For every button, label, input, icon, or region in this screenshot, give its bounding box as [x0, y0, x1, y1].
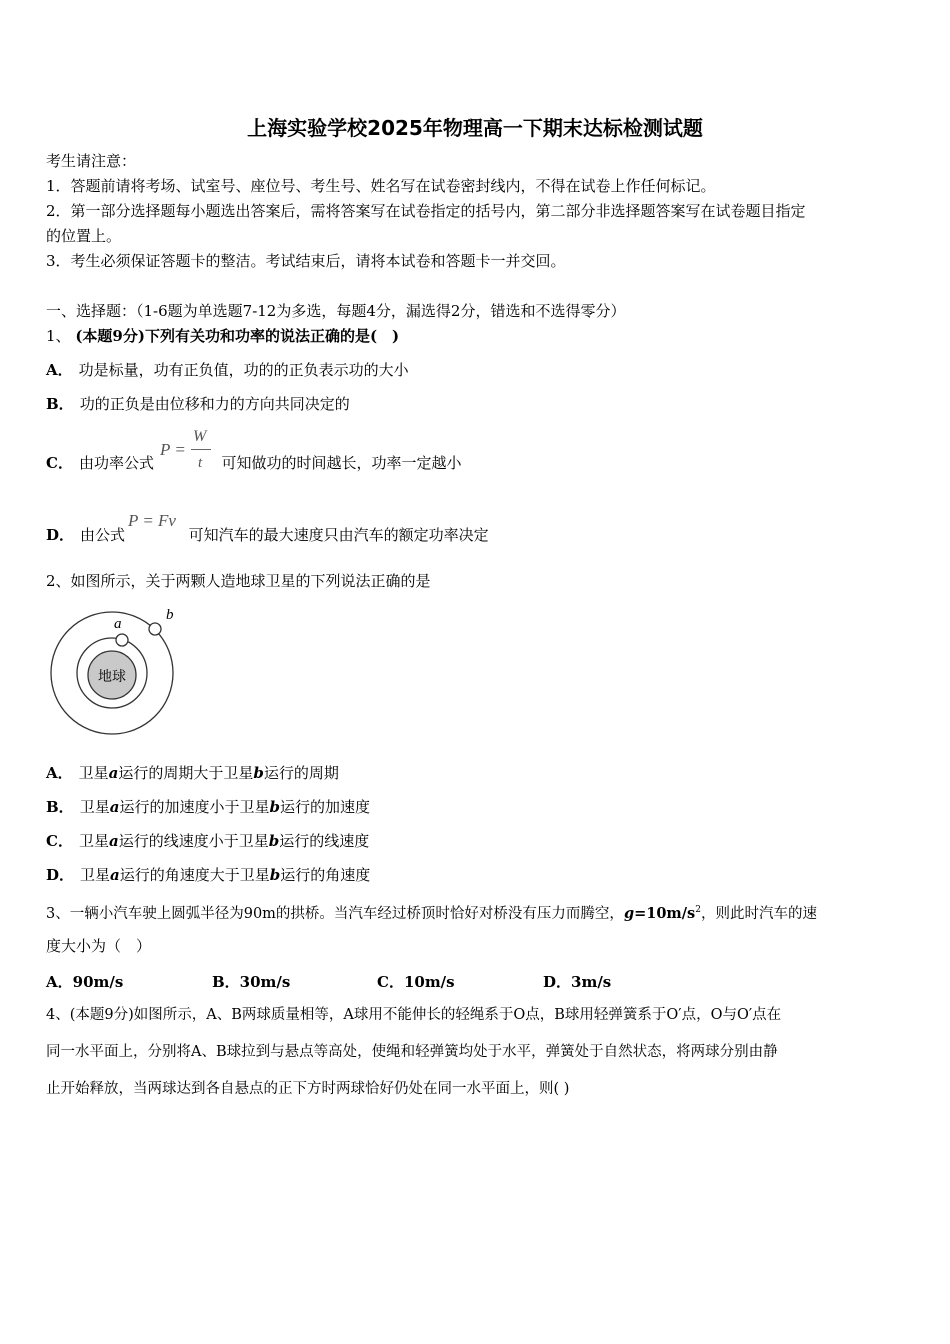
symbol-a: a — [110, 866, 120, 884]
q1-number: 1、 — [46, 327, 71, 345]
page-title: 上海实验学校2025年物理高一下期末达标检测试题 — [247, 116, 703, 140]
option-text: 运行的周期 — [263, 764, 339, 782]
option-label: B． — [46, 395, 74, 413]
q1-stem — [46, 326, 399, 346]
superscript: 2 — [695, 905, 701, 915]
option-label: C． — [46, 832, 73, 850]
q1-option-c — [46, 453, 462, 473]
option-label: B． — [46, 798, 74, 816]
notice-item-3: 3．考生必须保证答题卡的整洁。考试结束后，请将本试卷和答题卡一并交回。 — [46, 252, 566, 270]
q2-option-c — [46, 831, 369, 851]
g-value: =10m/s — [634, 904, 696, 922]
earth-label: 地球 — [98, 669, 126, 685]
formula-power-lhs: P = — [160, 440, 186, 459]
satellite-orbit-figure — [46, 600, 186, 740]
q2-option-d — [46, 865, 370, 885]
formula-numerator: W — [193, 428, 207, 445]
formula-fv: P = Fv — [128, 511, 176, 530]
formula-denominator: t — [198, 455, 203, 471]
q3-stem-line2: 度大小为（ ） — [46, 937, 152, 955]
q3-text: ，则此时汽车的速 — [700, 905, 817, 922]
option-text-post: 可知汽车的最大速度只由汽车的额定功率决定 — [188, 526, 489, 544]
satellite-b-label: b — [166, 607, 174, 623]
symbol-b: b — [253, 764, 264, 782]
option-text: 功的正负是由位移和力的方向共同决定的 — [79, 395, 350, 413]
option-text-pre: 由公式 — [80, 526, 126, 544]
option-text: 运行的角速度大于卫星 — [119, 866, 270, 884]
satellite-b-icon — [149, 623, 161, 635]
satellite-a-icon — [116, 634, 128, 646]
q2-option-b — [46, 797, 370, 817]
symbol-g: g — [623, 904, 635, 922]
q3-option-c: C．10m/s — [377, 973, 455, 991]
notice-item-1: 1．答题前请将考场、试室号、座位号、考生号、姓名写在试卷密封线内，不得在试卷上作任何标记。 — [46, 177, 716, 195]
fraction-bar — [191, 449, 211, 450]
option-label: D． — [46, 866, 75, 884]
option-text: 卫星 — [78, 764, 109, 782]
notice-heading: 考生请注意： — [46, 152, 137, 170]
notice-item-2-cont: 的位置上。 — [46, 227, 122, 245]
option-text: 功是标量，功有正负值，功的的正负表示功的大小 — [78, 361, 409, 379]
option-label: A． — [46, 361, 73, 379]
q1-option-a — [46, 360, 409, 380]
option-text-post: 可知做功的时间越长，功率一定越小 — [221, 454, 462, 472]
symbol-a: a — [108, 764, 119, 782]
notice-item-2: 2．第一部分选择题每小题选出答案后，需将答案写在试卷指定的括号内，第二部分非选择题答案写在试卷题目指定 — [46, 202, 806, 220]
q3-stem-line1 — [46, 900, 817, 924]
q3-option-b: B．30m/s — [212, 973, 291, 991]
option-text: 运行的角速度 — [280, 866, 371, 884]
option-text: 卫星 — [79, 798, 110, 816]
option-text: 运行的周期大于卫星 — [118, 764, 254, 782]
option-text: 运行的线速度小于卫星 — [118, 832, 269, 850]
q3-option-a: A．90m/s — [46, 973, 124, 991]
q4-stem-line2: 同一水平面上，分别将A、B球拉到与悬点等高处，使绳和轻弹簧均处于水平，弹簧处于自然状态，将两球分别由静 — [46, 1044, 778, 1060]
satellite-a-label: a — [114, 616, 122, 632]
q2-option-a — [46, 763, 339, 783]
q1-option-d — [46, 525, 489, 545]
symbol-a: a — [109, 798, 120, 816]
q3-option-d: D．3m/s — [543, 973, 612, 991]
option-label: D． — [46, 526, 75, 544]
option-label: C． — [46, 454, 73, 472]
q4-stem-line3: 止开始释放，当两球达到各自悬点的正下方时两球恰好仍处在同一水平面上，则( ) — [46, 1081, 570, 1097]
symbol-b: b — [269, 798, 280, 816]
option-text: 运行的线速度 — [279, 832, 370, 850]
option-label: A． — [46, 764, 73, 782]
option-text: 运行的加速度小于卫星 — [119, 798, 270, 816]
symbol-b: b — [268, 832, 280, 850]
q2-stem: 2、如图所示，关于两颗人造地球卫星的下列说法正确的是 — [46, 572, 431, 590]
symbol-a: a — [108, 832, 119, 850]
q4-stem-line1: 4、(本题9分)如图所示，A、B两球质量相等，A球用不能伸长的轻绳系于O点，B球用轻弹簧系于O′点，O与O′点在 — [46, 1007, 782, 1023]
option-text: 运行的加速度 — [279, 798, 370, 816]
symbol-b: b — [269, 866, 281, 884]
q3-text: 3、一辆小汽车驶上圆弧半径为90m的拱桥。当汽车经过桥顶时恰好对桥没有压力而腾空， — [46, 905, 624, 922]
option-text-pre: 由功率公式 — [78, 454, 154, 472]
q1-text: (本题9分)下列有关功和功率的说法正确的是( ) — [75, 327, 400, 345]
q1-option-b — [46, 394, 350, 414]
option-text: 卫星 — [80, 866, 111, 884]
section-heading: 一、选择题：（1-6题为单选题7-12为多选，每题4分，漏选得2分，错选和不选得零分） — [46, 302, 626, 320]
option-text: 卫星 — [78, 832, 109, 850]
